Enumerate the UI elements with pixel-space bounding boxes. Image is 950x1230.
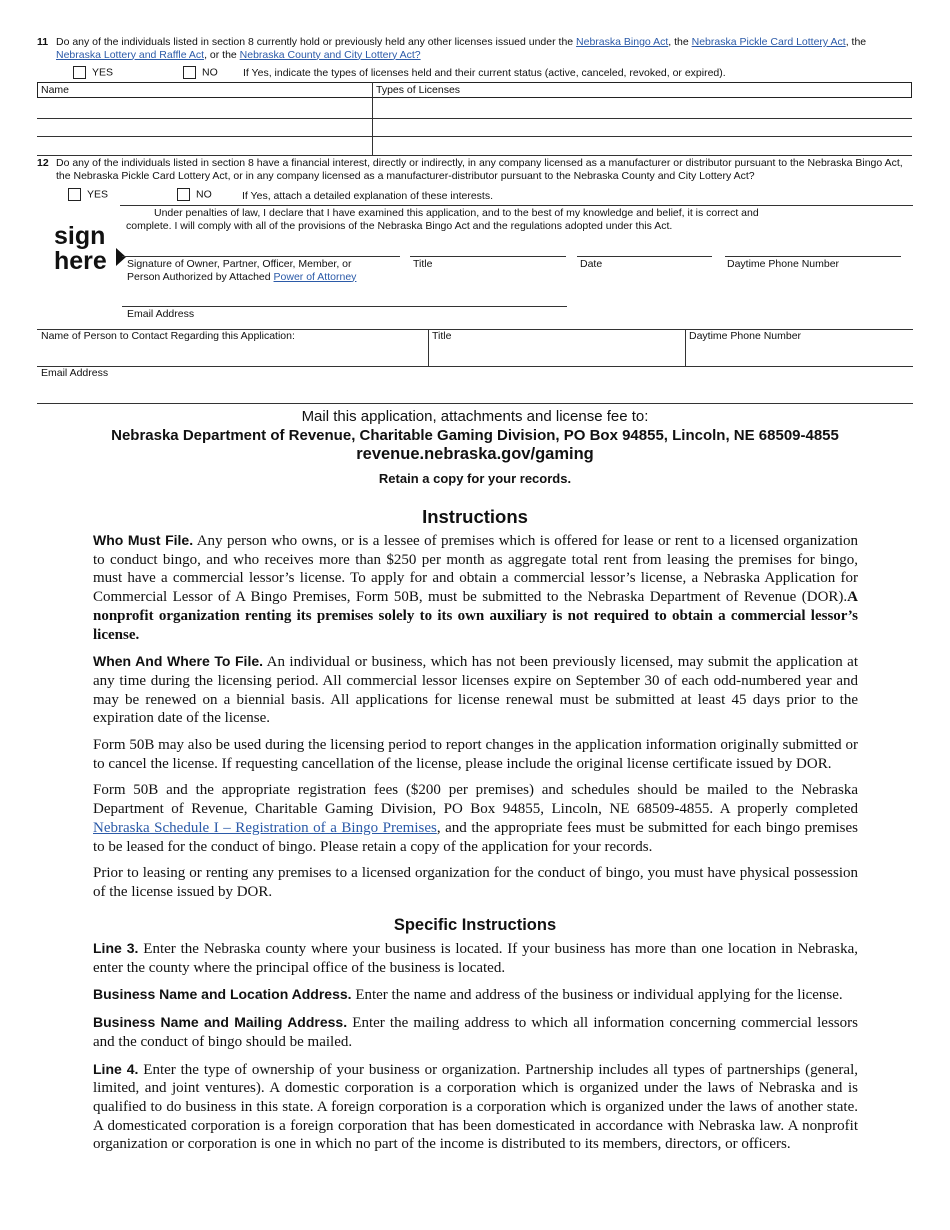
q11-no-checkbox[interactable] [183,66,196,79]
q11-no-option[interactable] [183,66,218,79]
q11-yes-label: YES [92,66,114,79]
fees-text-a: Form 50B and the appropriate registration fees ($200 per premises) and schedules should be mailed to the Nebraska Department of Revenue, Charitable Gaming Division, PO Box 94855, Lincoln, NE 68509-4855. A properly completed [93,782,858,818]
q11-row-2[interactable] [37,136,912,137]
gaming-url: revenue.nebraska.gov/gaming [356,445,594,463]
date-label: Date [580,258,603,270]
line-4-heading: Line 4. [93,1060,139,1077]
business-location-instructions [93,985,858,1005]
q11-number: 11 [37,36,49,48]
q11-sep1: , the [668,36,689,48]
q11-question [56,36,916,61]
contact-title-label: Title [432,330,452,342]
instructions-body [93,531,858,910]
signature-field[interactable] [122,256,400,257]
power-of-attorney-link[interactable]: Power of Attorney [273,270,357,283]
business-mailing-text: Enter the mailing address to which all information concerning commercial lessors and the conduct of bingo should be mailed. [93,1015,858,1050]
q11-hint: If Yes, indicate the types of licenses held and their current status (active, canceled, revoked, or expired). [243,67,726,79]
q12-number: 12 [37,157,49,169]
title-label: Title [413,258,433,270]
sign-email-label: Email Address [127,308,195,320]
mail-intro: Mail this application, attachments and license fee to: [301,408,649,425]
specific-instructions-body [93,939,858,1162]
q12-question: Do any of the individuals listed in section 8 have a financial interest, directly or indirectly, in any company licensed as a manufacturer or distributor pursuant to the Nebraska Bingo Act, the Nebraska Pickle Card Lottery Act, or in any company licensed as a manufacturer-distributor pursuant to the Nebraska County and City Lottery Act? [56,157,903,182]
retain-copy-note: Retain a copy for your records. [378,471,572,486]
schedule-i-link[interactable]: Nebraska Schedule I – Registration of a Bingo Premises [93,819,437,836]
who-must-file-heading: Who Must File. [93,532,194,548]
line-3-text: Enter the Nebraska county where your business is located. If your business has more than one location in Nebraska, enter the county where the principal office of the business is located. [93,941,858,976]
q12-no-label: NO [196,188,212,201]
here-label: here [54,247,107,275]
q12-hint: If Yes, attach a detailed explanation of these interests. [242,190,494,202]
business-location-text: Enter the name and address of the business or individual applying for the license. [351,987,843,1004]
q11-table-header [37,82,912,98]
who-must-file [93,531,858,644]
contact-email-label: Email Address [41,367,109,379]
when-where-heading: When And Where To File. [93,653,264,670]
q12-yes-label: YES [87,188,109,201]
q11-sep2: , the [845,36,867,48]
when-where-text: An individual or business, which has not been previously licensed, may submit the application at any time during the licensing period. All commercial lessor licenses expire on September 30 of each odd-numbered year and may be renewed on a biennial basis. All applications for license renewal must be submitted at least 45 days prior to the expiration date of the license. [93,654,858,727]
q11-row-1[interactable] [37,118,912,119]
q11-col-name: Name [41,84,70,96]
contact-name-label: Name of Person to Contact Regarding this Application: [41,330,295,342]
line-4-instructions [93,1060,858,1155]
fees-text-b: , and the appropriate fees must be submitted for each bingo premises to be leased for the conduct of bingo. Please retain a copy of the application for your records. [93,819,858,855]
sign-label: sign [54,222,106,250]
q12-yes-checkbox[interactable] [68,188,81,201]
contact-name-field[interactable] [37,340,427,364]
who-must-file-text: Any person who owns, or is a lessee of premises which is offered for lease or rent to a licensed organization to conduct bingo, and who receives more than $250 per month as aggregate total rent from leasing the premises for bingo, must have a commercial lessor’s license. To apply for and obtain a commercial lessor’s license, a Nebraska Application for Commercial Lessor of A Bingo Premises, Form 50B, must be submitted to the Nebraska Department of Revenue (DOR). [93,533,859,606]
possession-note: Prior to leasing or renting any premises to a licensed organization for the conduct of bingo, you must have physical possession of the license issued by DOR. [93,865,858,900]
contact-title-field[interactable] [430,340,683,364]
signature-label-line2: Person Authorized by Attached [127,270,271,283]
form-50b-fees [93,781,858,856]
county-city-lottery-act-link[interactable]: Nebraska County and City Lottery Act? [239,48,421,61]
form-50b-changes: Form 50B may also be used during the licensing period to report changes in the application information originally submitted or to cancel the license. If requesting cancellation of the license, please include the original license certificate issued by DOR. [93,737,858,772]
when-where-to-file [93,652,858,728]
signature-label-line1: Signature of Owner, Partner, Officer, Member, or [127,258,352,270]
phone-field[interactable] [725,256,901,257]
line-3-heading: Line 3. [93,940,139,956]
line-4-text: Enter the type of ownership of your business or organization. Partnership includes all types of partnerships (general, limited, and joint ventures). A domestic corporation is a corporation which is organized under the laws of Nebraska and is qualified to do business in this state. A foreign corporation is a corporation which is organized under the laws of another state. A domesticated corporation is a foreign corporation that has been domesticated in accordance with Nebraska law. A nonprofit organization or corporation is one in which no part of the income is distributed to its members, directors, or officers. [93,1061,858,1153]
instructions-title: Instructions [422,506,528,527]
lottery-raffle-act-link[interactable]: Nebraska Lottery and Raffle Act [56,48,205,61]
q11-row-3[interactable] [37,155,912,156]
declaration: Under penalties of law, I declare that I have examined this application, and to the best of my knowledge and belief, it is correct and complete. I will comply with all of the provisions of the Nebraska Bingo Act and the regulations adopted under this Act. [126,207,759,232]
line-3-instructions [93,939,858,977]
q12-yes-option[interactable] [68,188,108,201]
sign-arrow-icon [116,248,126,266]
mail-address: Nebraska Department of Revenue, Charitable Gaming Division, PO Box 94855, Lincoln, NE 68509-4855 [111,427,839,444]
contact-phone-field[interactable] [687,340,911,364]
contact-phone-label: Daytime Phone Number [689,330,802,342]
pickle-card-act-link[interactable]: Nebraska Pickle Card Lottery Act [691,36,846,48]
nebraska-bingo-act-link[interactable]: Nebraska Bingo Act [576,36,669,48]
who-must-file-bold: A nonprofit organization renting its premises solely to its own auxiliary is not required to obtain a commercial lessor’s license. [93,589,858,643]
q11-text: Do any of the individuals listed in section 8 currently hold or previously held any other licenses issued under the [56,36,574,48]
business-mailing-instructions [93,1013,858,1051]
contact-email-field[interactable] [37,380,911,402]
q12-no-checkbox[interactable] [177,188,190,201]
q11-col-types: Types of Licenses [376,84,461,96]
sign-email-field[interactable] [122,306,567,307]
q11-yes-option[interactable] [73,66,113,79]
phone-label: Daytime Phone Number [727,258,840,270]
signature-label [127,258,356,283]
title-field[interactable] [410,256,566,257]
business-location-heading: Business Name and Location Address. [93,986,352,1003]
business-mailing-heading: Business Name and Mailing Address. [93,1014,348,1031]
q11-no-label: NO [202,66,218,79]
q11-yes-checkbox[interactable] [73,66,86,79]
q12-no-option[interactable] [177,188,212,201]
date-field[interactable] [577,256,712,257]
specific-instructions-title: Specific Instructions [393,916,557,934]
q11-sep3: , or the [204,48,237,61]
